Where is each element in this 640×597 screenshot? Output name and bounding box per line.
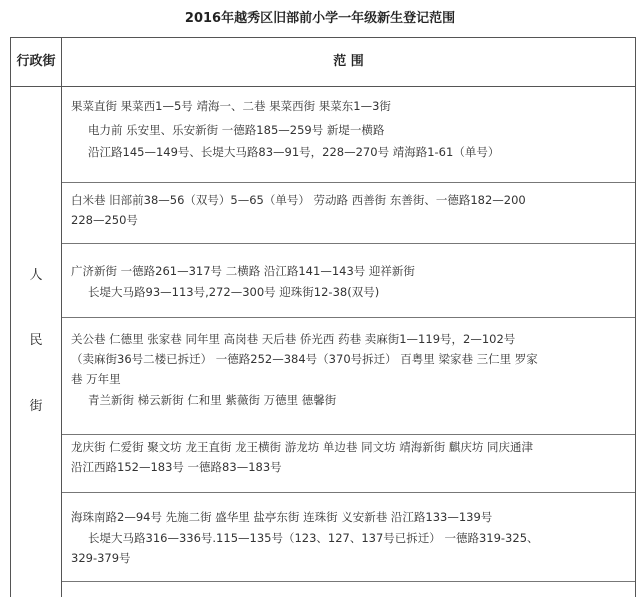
table-header <box>11 38 635 87</box>
range-line: 长堤大马路316—336号.115—135号（123、127、137号已拆迁） 一德路319-325、 <box>88 531 539 545</box>
range-line: 329-379号 <box>71 551 131 565</box>
district-char: 街 <box>29 399 43 414</box>
range-line: 白米巷 旧部前38—56（双号）5—65（单号） 劳动路 西善街 东善街、一德路182—200 <box>71 193 526 207</box>
registration-table <box>10 37 636 597</box>
range-line: 青兰新街 梯云新街 仁和里 紫薇街 万德里 德馨街 <box>88 393 337 407</box>
range-line: 沿江西路152—183号 一德路83—183号 <box>71 460 282 474</box>
range-line: 沿江路145—149号、长堤大马路83—91号，228—270号 靖海路1-61（单号） <box>88 145 500 159</box>
district-char: 民 <box>29 333 43 348</box>
district-char: 人 <box>29 268 43 283</box>
range-section <box>62 87 635 183</box>
range-line: 电力前 乐安里、乐安新街 一德路185—259号 新堤一横路 <box>88 123 385 137</box>
range-line: 广济新街 一德路261—317号 二横路 沿江路141—143号 迎祥新街 <box>71 264 415 278</box>
range-section <box>62 493 635 582</box>
range-line: 巷 万年里 <box>71 372 121 386</box>
range-section <box>62 244 635 318</box>
range-section <box>62 183 635 244</box>
range-section <box>62 435 635 493</box>
range-line: 海珠南路2—94号 先施二街 盛华里 盐亭东街 连珠街 义安新巷 沿江路133—139号 <box>71 510 493 524</box>
page-title: 2016年越秀区旧部前小学一年级新生登记范围 <box>184 11 456 26</box>
range-line: 关公巷 仁德里 张家巷 同年里 高岗巷 天后巷 侨光西 药巷 卖麻街1—119号，2—102号 <box>71 332 516 346</box>
header-district: 行政街 <box>16 54 56 69</box>
range-line: 龙庆街 仁爱街 聚文坊 龙王直街 龙王横街 游龙坊 单边巷 同文坊 靖海新街 麒庆坊 同庆通津 <box>71 440 534 454</box>
range-line: 果菜直街 果菜西1—5号 靖海一、二巷 果菜西街 果菜东1—3街 <box>71 99 391 113</box>
range-line: （卖麻街36号二楼已拆迁） 一德路252—384号（370号拆迁） 百粤里 梁家巷 三仁里 罗家 <box>71 352 538 366</box>
range-line: 长堤大马路93—113号,272—300号 迎珠街12-38(双号) <box>88 285 380 299</box>
header-range: 范 围 <box>333 54 364 69</box>
range-section <box>62 318 635 435</box>
range-line: 228—250号 <box>71 213 138 227</box>
